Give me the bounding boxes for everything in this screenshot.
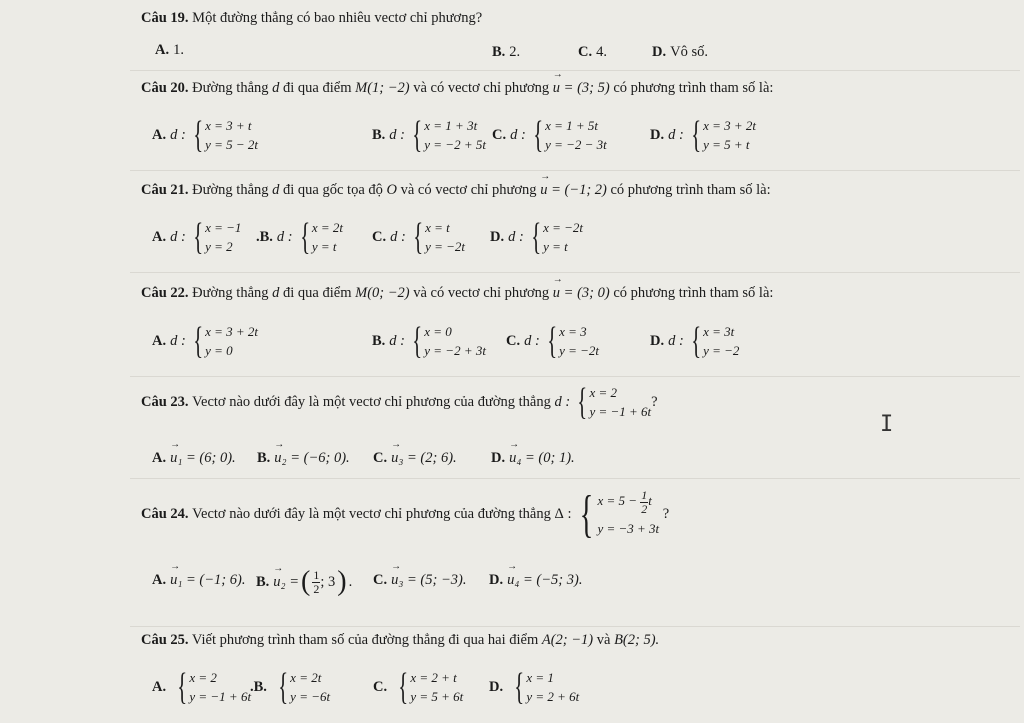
q21-d-row2: y = t [543, 239, 568, 254]
q23-question: Câu 23. Vectơ nào dưới đây là một vectơ chỉ phương của đường thẳng d : { x = 2 y = −1 + 6t ? [141, 381, 658, 423]
q20-a-row1: x = 3 + t [205, 118, 252, 133]
q23-row1: x = 2 [589, 385, 617, 400]
q23-c-text: → u₃ = (2; 6). [391, 450, 457, 467]
q22-d-row2: y = −2 [703, 343, 740, 358]
q25-option-a[interactable]: A. { x = 2 y = −1 + 6t [152, 666, 252, 708]
q21-text2: đi qua gốc tọa độ [283, 182, 383, 198]
q24-question: Câu 24. Vectơ nào dưới đây là một vectơ chỉ phương của đường thẳng Δ : { x = 5 − $\frac{1}{2}$ t y = −3 + 3t ? [141, 485, 670, 543]
q22-c-d: d : [524, 332, 540, 349]
q22-d-d: d : [668, 332, 684, 349]
q20-d-row1: x = 3 + 2t [703, 118, 757, 133]
q22-c-row1: x = 3 [559, 324, 587, 339]
q21-text3: và có vectơ chỉ phương [400, 182, 537, 198]
q20-text2: đi qua điểm [283, 80, 352, 96]
q25-c-row1: x = 2 + t [410, 670, 457, 685]
q19-option-d[interactable]: D. Vô số. [652, 44, 708, 60]
q20-c-row1: x = 1 + 5t [545, 118, 599, 133]
q20-option-d[interactable]: D. d : { x = 3 + 2t y = 5 + t [650, 114, 757, 156]
q19-a-text: 1. [173, 42, 184, 58]
q25-a-row1: x = 2 [189, 670, 217, 685]
q23-option-b[interactable]: B. → u₂ = (−6; 0). [257, 450, 350, 467]
q20-b-row1: x = 1 + 3t [424, 118, 478, 133]
q25-point-b: B(2; 5). [614, 632, 660, 648]
q23-d: d : [554, 393, 571, 410]
q24-text: Vectơ nào dưới đây là một vectơ chỉ phương của đường thẳng [192, 506, 551, 523]
q20-b-row2: y = −2 + 5t [424, 137, 486, 152]
q24-a-text: → u₁ = (−1; 6). [170, 572, 245, 589]
q23-text: Vectơ nào dưới đây là một vectơ chỉ phương của đường thẳng [192, 393, 551, 410]
q25-and: và [596, 632, 611, 648]
q19-text: Một đường thẳng có bao nhiêu vectơ chỉ phương? [192, 10, 483, 26]
q22-b-row2: y = −2 + 3t [424, 343, 486, 358]
q21-option-c[interactable]: C. d : { x = t y = −2t [372, 216, 466, 258]
q21-option-a[interactable]: A. d : { x = −1 y = 2 [152, 216, 242, 258]
q20-option-c[interactable]: C. d : { x = 1 + 5t y = −2 − 3t [492, 114, 607, 156]
q24-option-b[interactable]: B. → u₂ = ( $\frac{1}{2}$ ; 3 ) . [256, 566, 352, 598]
q25-point-a: A(2; −1) [541, 632, 594, 648]
q24-row2: y = −3 + 3t [597, 520, 660, 536]
q25-c-row2: y = 5 + 6t [410, 689, 464, 704]
q24-row1: x = 5 − $\frac{1}{2}$ t [597, 487, 652, 516]
q21-d: d [272, 182, 280, 198]
q22-point: M(0; −2) [355, 285, 410, 301]
q24-option-c[interactable]: C. → u₃ = (5; −3). [373, 572, 466, 589]
q21-origin: O [386, 182, 397, 198]
q19-question [141, 10, 482, 27]
q21-a-d: d : [170, 228, 186, 245]
q21-a-row2: y = 2 [205, 239, 233, 254]
q22-option-c[interactable]: C. d : { x = 3 y = −2t [506, 320, 600, 362]
q25-b-row1: x = 2t [290, 670, 322, 685]
q22-b-d: d : [389, 332, 406, 349]
q21-option-b[interactable]: .B. d : { x = 2t y = t [256, 216, 344, 258]
q20-label: Câu 20. [141, 80, 189, 96]
text-cursor-icon: I [880, 412, 894, 437]
q22-text3: và có vectơ chỉ phương [413, 285, 550, 301]
q19-b-text: 2. [509, 44, 521, 60]
q22-text2: đi qua điểm [283, 285, 352, 301]
q21-option-d[interactable]: D. d : { x = −2t y = t [490, 216, 584, 258]
q22-option-d[interactable]: D. d : { x = 3t y = −2 [650, 320, 740, 362]
q20-text4: có phương trình tham số là: [613, 80, 774, 96]
q21-question [141, 182, 771, 199]
q22-vector: → u = (3; 0) [553, 285, 610, 301]
q20-b-d: d : [389, 126, 406, 143]
q22-a-row1: x = 3 + 2t [205, 324, 259, 339]
q25-option-b[interactable]: .B. { x = 2t y = −6t [250, 666, 331, 708]
q25-text: Viết phương trình tham số của đường thẳng đi qua hai điểm [191, 632, 539, 648]
q23-option-c[interactable]: C. → u₃ = (2; 6). [373, 450, 457, 467]
q23-a-text: → u₁ = (6; 0). [170, 450, 236, 467]
q24-option-a[interactable]: A. → u₁ = (−1; 6). [152, 572, 245, 589]
q21-label: Câu 21. [141, 182, 189, 198]
q24-b-rest: ; 3 [320, 573, 336, 590]
q22-a-d: d : [170, 332, 186, 349]
q21-a-row1: x = −1 [205, 220, 242, 235]
q20-c-row2: y = −2 − 3t [545, 137, 607, 152]
q20-d-d: d : [668, 126, 684, 143]
q22-label: Câu 22. [141, 285, 189, 301]
q21-d-row1: x = −2t [543, 220, 584, 235]
q24-c-text: → u₃ = (5; −3). [391, 572, 466, 589]
q20-a-row2: y = 5 − 2t [205, 137, 259, 152]
q21-c-d: d : [390, 228, 406, 245]
q21-c-row1: x = t [425, 220, 450, 235]
q20-text1: Đường thẳng [192, 80, 269, 96]
q20-question [141, 80, 773, 97]
q20-d-row2: y = 5 + t [703, 137, 750, 152]
q23-row2: y = −1 + 6t [589, 404, 652, 419]
q22-d: d [272, 285, 280, 301]
q21-vector: → u = (−1; 2) [540, 182, 607, 198]
q20-vector: → u = (3; 5) [553, 80, 610, 96]
q24-delta: Δ [554, 506, 564, 523]
q19-c-text: 4. [596, 44, 607, 60]
q19-option-a[interactable]: A. 1. [155, 42, 184, 58]
q23-d-text: → u₄ = (0; 1). [509, 450, 575, 467]
q22-question [141, 285, 773, 302]
q20-text3: và có vectơ chỉ phương [413, 80, 550, 96]
q22-text4: có phương trình tham số là: [613, 285, 774, 301]
q25-option-c[interactable]: C. { x = 2 + t y = 5 + 6t [373, 666, 464, 708]
q22-c-row2: y = −2t [559, 343, 600, 358]
q25-label: Câu 25. [141, 632, 189, 648]
q24-d-text: → u₄ = (−5; 3). [507, 572, 582, 589]
q20-c-d: d : [510, 126, 526, 143]
q22-b-row1: x = 0 [424, 324, 452, 339]
q25-b-row2: y = −6t [290, 689, 331, 704]
q22-d-row1: x = 3t [703, 324, 735, 339]
q24-option-d[interactable]: D. → u₄ = (−5; 3). [489, 572, 582, 589]
q25-a-row2: y = −1 + 6t [189, 689, 252, 704]
q25-d-row2: y = 2 + 6t [526, 689, 580, 704]
q24-b-text: → u₂ = [273, 574, 299, 591]
q21-c-row2: y = −2t [425, 239, 466, 254]
q23-b-text: → u₂ = (−6; 0). [274, 450, 349, 467]
q22-text1: Đường thẳng [192, 285, 269, 301]
q21-text4: có phương trình tham số là: [610, 182, 771, 198]
q19-option-c[interactable]: C. 4. [578, 44, 607, 60]
q19-d-text: Vô số. [670, 44, 708, 60]
q21-b-d: d : [276, 228, 293, 245]
q22-a-row2: y = 0 [205, 343, 233, 358]
q23-option-a[interactable]: A. → u₁ = (6; 0). [152, 450, 236, 467]
q22-option-a[interactable]: A. d : { x = 3 + 2t y = 0 [152, 320, 259, 362]
q21-text1: Đường thẳng [192, 182, 269, 198]
q19-option-b[interactable]: B. 2. [492, 44, 521, 60]
q21-b-row1: x = 2t [311, 220, 344, 235]
q23-option-d[interactable]: D. → u₄ = (0; 1). [491, 450, 575, 467]
q25-option-d[interactable]: D. { x = 1 y = 2 + 6t [489, 666, 580, 708]
q21-b-row2: y = t [311, 239, 337, 254]
q25-question [141, 632, 659, 649]
q20-option-b[interactable]: B. d : { x = 1 + 3t y = −2 + 5t [372, 114, 486, 156]
q24-label: Câu 24. [141, 506, 189, 523]
q23-label: Câu 23. [141, 393, 189, 410]
q20-a-d: d : [170, 126, 186, 143]
q19-label: Câu 19. [141, 10, 189, 26]
q21-d-d: d : [508, 228, 524, 245]
q25-d-row1: x = 1 [526, 670, 554, 685]
q20-option-a[interactable]: A. d : { x = 3 + t y = 5 − 2t [152, 114, 259, 156]
q22-option-b[interactable]: B. d : { x = 0 y = −2 + 3t [372, 320, 486, 362]
q20-point: M(1; −2) [355, 80, 410, 96]
q20-d: d [272, 80, 280, 96]
